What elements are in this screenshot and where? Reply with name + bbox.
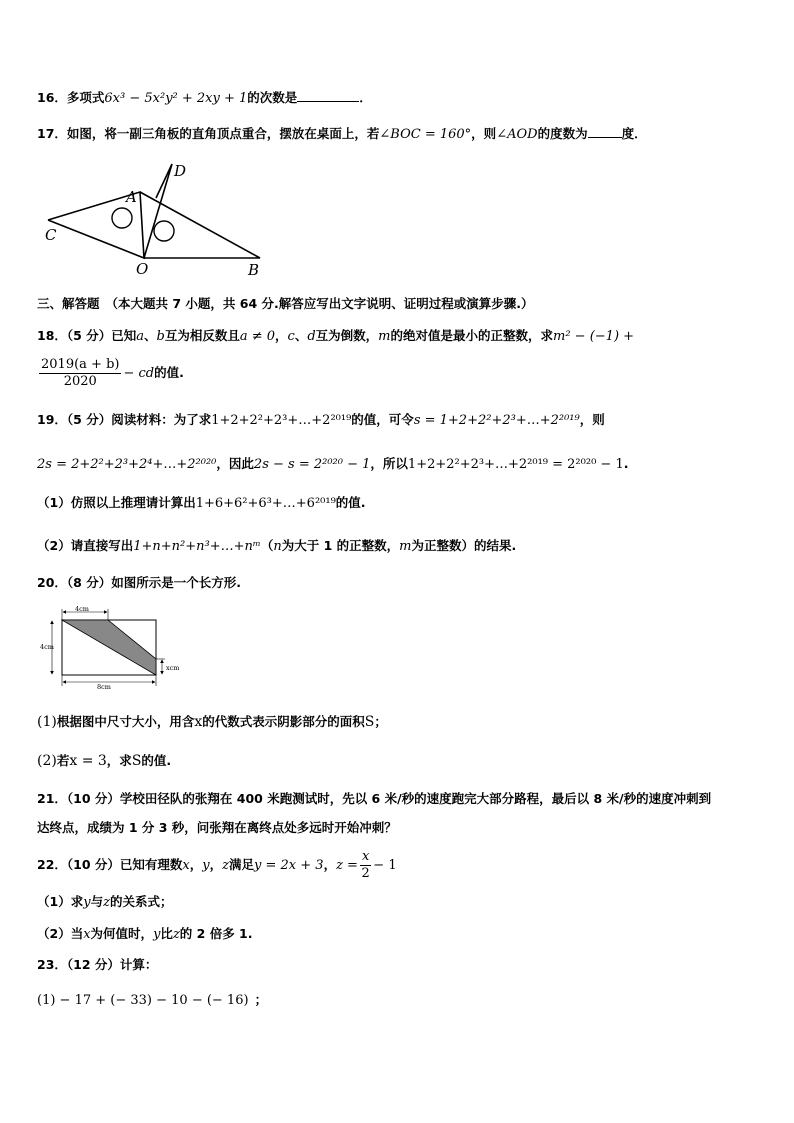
q17-mid: ，则 bbox=[471, 126, 497, 141]
q22-sep: ， bbox=[209, 857, 223, 872]
q19-sub1-prefix: （1）仿照以上推理请计算出 bbox=[37, 495, 196, 510]
q18-frac-num: 2019(a + b) bbox=[41, 357, 120, 372]
label-d: D bbox=[174, 162, 187, 180]
q16-polynomial: 6x³ − 5x²y² + 2xy + 1 bbox=[104, 91, 248, 106]
q18-end: 的值. bbox=[154, 365, 184, 380]
q20-sub2-mid: ，求 bbox=[106, 753, 132, 768]
q18-mid3: 的绝对值是最小的正整数，求 bbox=[390, 328, 554, 343]
q20-sub1-end: ； bbox=[374, 714, 387, 729]
q19-prefix: 19．（5 分）阅读材料：为了求 bbox=[37, 412, 212, 427]
q22-sub2-end: 的 2 倍多 1. bbox=[179, 926, 253, 941]
q17-end: 度． bbox=[621, 126, 647, 141]
question-20-sub2 bbox=[37, 752, 171, 770]
q18-mid2: 互为倒数， bbox=[315, 328, 379, 343]
q19-var-n: n bbox=[273, 539, 282, 554]
q22-var-y: y bbox=[202, 858, 210, 873]
q20-var-s: S bbox=[364, 714, 375, 730]
dim-right-label: xcm bbox=[166, 664, 180, 672]
q22-sub1-y: y bbox=[83, 895, 91, 910]
q17-angle-boc: ∠BOC = 160° bbox=[379, 127, 472, 142]
question-21-line1 bbox=[37, 790, 711, 809]
label-c: C bbox=[45, 226, 57, 244]
q20-sub2-number: (2) bbox=[37, 753, 57, 769]
q22-mid: 满足 bbox=[229, 857, 255, 872]
q19-2s-expr: 2s = 2+2²+2³+2⁴+…+2²⁰²⁰ bbox=[37, 457, 217, 472]
q20-sub1-text: 根据图中尺寸大小，用含 bbox=[56, 714, 195, 729]
triangle-aob bbox=[140, 192, 260, 258]
q22-equation-1: y = 2x + 3 bbox=[254, 858, 324, 873]
label-a: A bbox=[126, 188, 137, 206]
q19-end: ，则 bbox=[579, 412, 605, 427]
shaded-region bbox=[62, 620, 156, 675]
dim-top-label: 4cm bbox=[75, 605, 89, 613]
dim-bottom-label: 8cm bbox=[97, 683, 111, 690]
q18-var-d: d bbox=[307, 329, 316, 344]
q16-answer-blank[interactable] bbox=[297, 101, 359, 102]
question-17 bbox=[37, 125, 647, 144]
q22-equation-2-tail: − 1 bbox=[373, 858, 397, 873]
q22-frac-num: x bbox=[361, 849, 370, 864]
q21-line2: 达终点，成绩为 1 分 3 秒，问张翔在离终点处多远时开始冲刺？ bbox=[37, 820, 397, 835]
question-19-line1 bbox=[37, 411, 605, 430]
q18-sep: ， bbox=[275, 328, 288, 343]
q19-var-m: m bbox=[399, 539, 412, 554]
question-16 bbox=[37, 89, 372, 108]
q19-sub2-mid: 为大于 1 的正整数， bbox=[281, 538, 400, 553]
q19-sub2-end: 为正整数）的结果. bbox=[411, 538, 517, 553]
question-20-title bbox=[37, 574, 241, 593]
q18-condition: a ≠ 0 bbox=[239, 329, 276, 344]
q23-sub1-expression: (1) − 17 + (− 33) − 10 − (− 16) bbox=[37, 993, 249, 1008]
q22-sep: ， bbox=[323, 857, 337, 872]
q18-sep: 、 bbox=[294, 328, 308, 343]
q17-triangle-figure bbox=[38, 158, 278, 280]
q22-sub1-end: 的关系式； bbox=[109, 894, 173, 909]
q19-difference: 2s − s = 2²⁰²⁰ − 1 bbox=[253, 457, 371, 472]
section-3-desc: （本大题共 7 小题，共 64 分.解答应写出文字说明、证明过程或演算步骤.） bbox=[105, 296, 534, 311]
q20-condition: x = 3 bbox=[69, 753, 107, 769]
question-19-sub1 bbox=[37, 494, 366, 513]
q18-frac-den: 2020 bbox=[63, 374, 97, 389]
q19-result: 1+2+2²+2³+…+2²⁰¹⁹ = 2²⁰²⁰ − 1 bbox=[407, 457, 624, 472]
q22-prefix: 22．（10 分）已知有理数 bbox=[37, 857, 183, 872]
question-20-sub1 bbox=[37, 713, 387, 731]
q17-answer-blank[interactable] bbox=[588, 137, 622, 138]
q19-sub2-paren: （ bbox=[260, 538, 274, 553]
q22-sub2-mid: 为何值时， bbox=[90, 926, 154, 941]
right-hole-circle bbox=[154, 221, 174, 241]
q20-sub1-number: (1) bbox=[37, 714, 57, 730]
q18-expression: m² − (−1) + bbox=[553, 329, 635, 344]
q17-angle-aod: ∠AOD bbox=[496, 127, 538, 142]
q19-sub1-end: 的值. bbox=[335, 495, 366, 510]
question-23-title bbox=[37, 956, 157, 975]
q16-prefix: 16．多项式 bbox=[37, 90, 105, 105]
q22-fraction bbox=[360, 849, 371, 882]
q22-equation-2-lhs: z = bbox=[336, 858, 358, 873]
q22-sub2-z: z bbox=[172, 927, 180, 942]
q19-sub1-expr: 1+6+6²+6³+…+6²⁰¹⁹ bbox=[195, 496, 336, 511]
q20-rectangle-figure bbox=[38, 604, 188, 690]
q22-sub2-prefix: （2）当 bbox=[37, 926, 84, 941]
question-18-line1 bbox=[37, 327, 634, 346]
q18-sep: 、 bbox=[143, 328, 157, 343]
q22-var-z: z bbox=[222, 858, 229, 873]
segment-od bbox=[144, 164, 172, 258]
q20-var-x: x bbox=[194, 714, 203, 730]
q23-sub1-end: ； bbox=[254, 992, 268, 1007]
q17-prefix: 17．如图，将一副三角板的直角顶点重合，摆放在桌面上，若 bbox=[37, 126, 380, 141]
question-22-sub2 bbox=[37, 925, 253, 944]
q18-var-a: a bbox=[136, 329, 144, 344]
q18-after-frac: − cd bbox=[123, 366, 155, 381]
q22-sub2-mid2: 比 bbox=[160, 926, 173, 941]
q22-sub1-mid: 与 bbox=[90, 894, 104, 909]
question-19-sub2 bbox=[37, 537, 516, 556]
q22-sub2-y: y bbox=[153, 927, 161, 942]
q19-sum: 1+2+2²+2³+…+2²⁰¹⁹ bbox=[211, 413, 352, 428]
q20-title: 20．（8 分）如图所示是一个长方形. bbox=[37, 575, 241, 590]
question-22-line1 bbox=[37, 848, 397, 883]
q16-end: ． bbox=[359, 90, 372, 105]
q19-sub2-expr: 1+n+n²+n³+…+nᵐ bbox=[133, 539, 261, 554]
q22-sub2-x: x bbox=[83, 927, 91, 942]
left-hole-circle bbox=[112, 208, 132, 228]
question-22-sub1 bbox=[37, 893, 172, 912]
q19-therefore: ，因此 bbox=[216, 456, 254, 471]
q18-fraction bbox=[39, 357, 121, 390]
q21-line1: 21．（10 分）学校田径队的张翔在 400 米跑测试时，先以 6 米/秒的速度跑完大部分路程，最后以 8 米/秒的速度冲刺到 bbox=[37, 791, 712, 806]
q20-var-s: S bbox=[131, 753, 142, 769]
label-b: B bbox=[248, 261, 260, 279]
q18-prefix: 18．（5 分）已知 bbox=[37, 328, 137, 343]
question-18-line2 bbox=[37, 356, 184, 391]
q18-var-m: m bbox=[378, 329, 391, 344]
question-19-line2 bbox=[37, 455, 628, 474]
q19-mid: 的值，可令 bbox=[351, 412, 414, 427]
q23-title: 23．（12 分）计算： bbox=[37, 957, 158, 972]
q22-sub1-prefix: （1）求 bbox=[37, 894, 84, 909]
q18-var-c: c bbox=[287, 329, 295, 344]
q20-sub1-mid: 的代数式表示阴影部分的面积 bbox=[202, 714, 365, 729]
q22-frac-den: 2 bbox=[361, 866, 370, 881]
question-21-line2 bbox=[37, 819, 397, 838]
label-o: O bbox=[136, 260, 149, 278]
question-23-sub1 bbox=[37, 991, 267, 1010]
q18-mid1: 互为相反数且 bbox=[164, 328, 240, 343]
section-3-heading bbox=[37, 295, 534, 314]
q22-sub1-z: z bbox=[103, 895, 110, 910]
q22-var-x: x bbox=[182, 858, 190, 873]
q20-sub2-end: 的值. bbox=[141, 753, 172, 768]
section-3-title: 三、解答题 bbox=[37, 296, 100, 311]
q17-suffix: 的度数为 bbox=[537, 126, 588, 141]
q16-suffix: 的次数是 bbox=[247, 90, 298, 105]
q18-var-b: b bbox=[156, 329, 165, 344]
q19-sub2-prefix: （2）请直接写出 bbox=[37, 538, 134, 553]
dim-left-label: 4cm bbox=[40, 643, 54, 651]
q20-sub2-text: 若 bbox=[56, 753, 70, 768]
q19-period: . bbox=[623, 456, 629, 471]
q22-sep: ， bbox=[189, 857, 203, 872]
q19-so: ，所以 bbox=[370, 456, 408, 471]
q19-s-definition: s = 1+2+2²+2³+…+2²⁰¹⁹ bbox=[413, 413, 580, 428]
